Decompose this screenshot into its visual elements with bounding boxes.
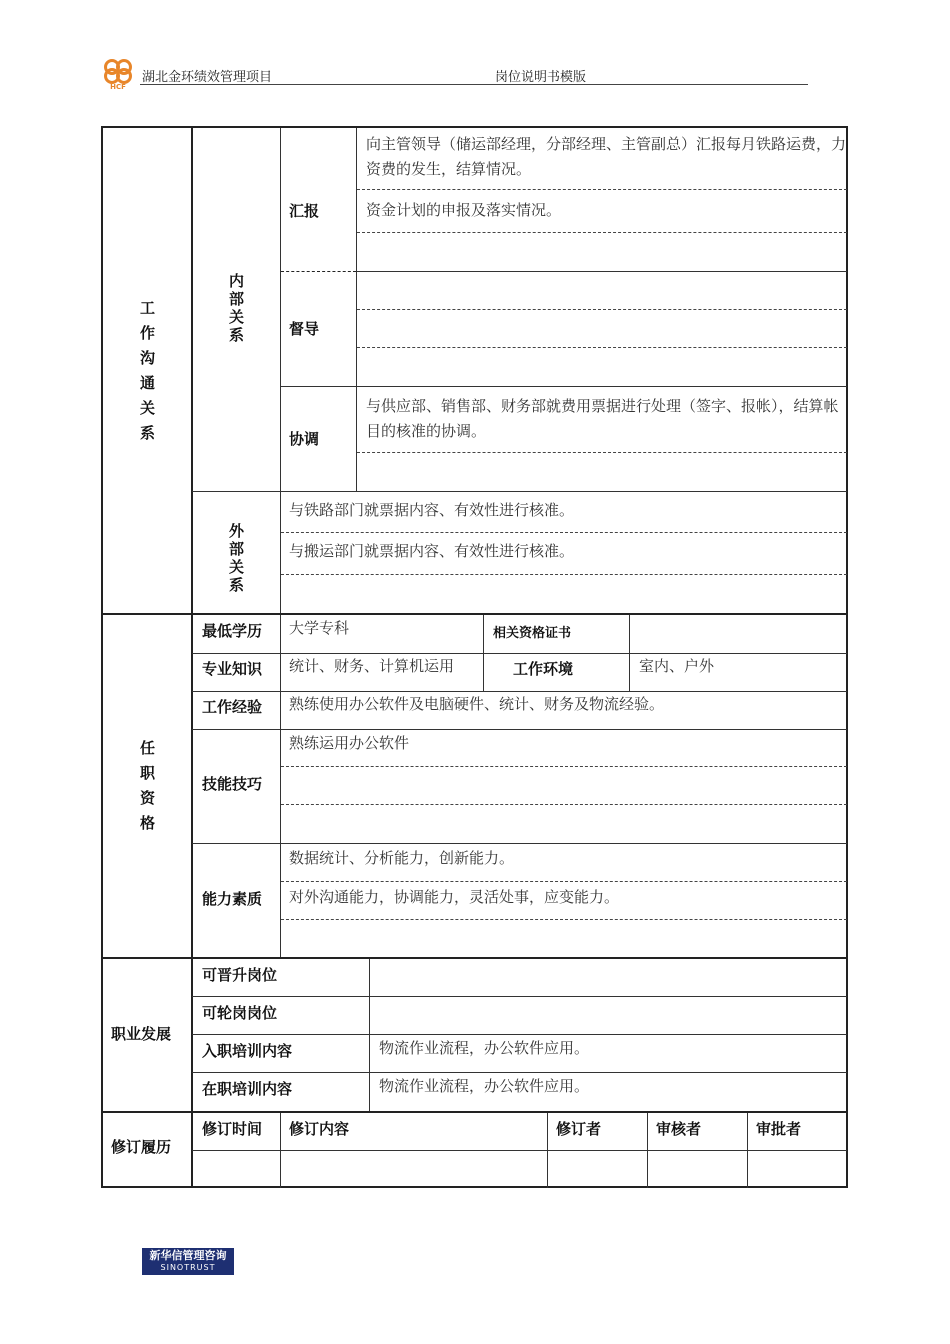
report-item: 向主管领导（储运部经理，分部经理、主管副总）汇报每月铁路运费，力资费的发生，结算情况。	[366, 135, 847, 178]
label-char: 部	[228, 290, 244, 308]
row-divider	[192, 996, 847, 997]
dashed-rule	[357, 347, 847, 348]
coordinate-item: 与供应部、销售部、财务部就费用票据进行处理（签字、报帐），结算帐目的核准的协调。	[366, 397, 839, 440]
education-label: 最低学历	[202, 622, 263, 640]
company-logo	[100, 56, 136, 90]
supervise-label: 督导	[289, 320, 320, 338]
title-char: 作	[139, 324, 155, 342]
dashed-rule	[281, 881, 847, 882]
revision-col-content: 修订内容	[289, 1120, 350, 1138]
col-divider	[280, 491, 281, 614]
label-char: 关	[228, 308, 244, 326]
row-divider	[192, 843, 847, 844]
col-divider	[629, 653, 630, 691]
row-divider	[192, 1150, 847, 1151]
dashed-rule	[357, 232, 847, 233]
education-value: 大学专科	[289, 619, 350, 637]
consultant-logo-name: 新华信管理咨询	[149, 1249, 227, 1262]
label-char: 关	[228, 558, 244, 576]
external-relations-label	[193, 520, 280, 596]
section-divider	[103, 957, 847, 959]
dashed-rule	[357, 452, 847, 453]
section-title-qualification	[103, 615, 192, 957]
rotate-label: 可轮岗岗位	[202, 1004, 278, 1022]
knowledge-label: 专业知识	[202, 660, 263, 678]
row-divider	[192, 729, 847, 730]
title-char: 系	[139, 424, 155, 442]
title-char: 通	[139, 374, 155, 392]
logo-text: HCF	[110, 83, 126, 90]
induction-label: 入职培训内容	[202, 1042, 293, 1060]
consultant-logo	[142, 1248, 234, 1275]
job-description-table	[101, 126, 848, 1188]
title-char: 沟	[139, 349, 155, 367]
section-divider	[103, 613, 847, 615]
revision-col-time: 修订时间	[202, 1120, 263, 1138]
experience-label: 工作经验	[202, 698, 263, 716]
promote-label: 可晋升岗位	[202, 966, 278, 984]
knowledge-value: 统计、财务、计算机运用	[289, 657, 455, 675]
revision-col-approver: 审批者	[756, 1120, 802, 1138]
title-char: 关	[139, 399, 155, 417]
col-divider	[629, 615, 630, 653]
section-title-career: 职业发展	[111, 1025, 172, 1043]
header-rule	[140, 84, 808, 85]
dashed-rule	[281, 804, 847, 805]
row-divider	[192, 491, 847, 492]
row-divider	[281, 386, 847, 387]
section-title-revision: 修订履历	[111, 1138, 172, 1156]
environment-value: 室内、户外	[639, 657, 715, 675]
ability-item: 数据统计、分析能力，创新能力。	[289, 849, 515, 867]
dashed-rule	[281, 766, 847, 767]
dashed-rule	[281, 532, 847, 533]
section-title-communication	[103, 128, 192, 614]
revision-col-reviewer: 审核者	[656, 1120, 702, 1138]
external-item: 与搬运部门就票据内容、有效性进行核准。	[289, 542, 575, 560]
col-divider	[280, 615, 281, 957]
environment-label: 工作环境	[513, 660, 574, 678]
label-char: 部	[228, 540, 244, 558]
col-divider	[483, 615, 484, 653]
title-char: 格	[139, 814, 155, 832]
label-char: 系	[228, 576, 244, 594]
ability-label: 能力素质	[202, 890, 263, 908]
title-char: 资	[139, 789, 155, 807]
label-char: 外	[228, 522, 244, 540]
title-char: 职	[139, 764, 155, 782]
internal-relations-label	[193, 258, 280, 358]
coordinate-label: 协调	[289, 430, 320, 448]
onjob-value: 物流作业流程，办公软件应用。	[379, 1077, 590, 1095]
project-name: 湖北金环绩效管理项目	[142, 70, 273, 85]
report-label: 汇报	[289, 202, 320, 220]
skills-item: 熟练运用办公软件	[289, 734, 410, 752]
dashed-rule	[281, 919, 847, 920]
dashed-rule	[357, 189, 847, 190]
title-char: 任	[139, 739, 155, 757]
row-divider	[357, 271, 847, 272]
col-divider	[280, 128, 281, 491]
induction-value: 物流作业流程，办公软件应用。	[379, 1039, 590, 1057]
label-char: 内	[228, 272, 244, 290]
external-item: 与铁路部门就票据内容、有效性进行核准。	[289, 501, 575, 519]
section-divider	[103, 1111, 847, 1113]
ability-item: 对外沟通能力，协调能力，灵活处事，应变能力。	[289, 888, 620, 906]
experience-value: 熟练使用办公软件及电脑硬件、统计、财务及物流经验。	[289, 695, 665, 713]
report-item: 资金计划的申报及落实情况。	[366, 201, 562, 219]
label-char: 系	[228, 326, 244, 344]
row-divider	[192, 1072, 847, 1073]
consultant-logo-brand: SINOTRUST	[160, 1263, 216, 1272]
row-divider	[192, 1034, 847, 1035]
skills-label: 技能技巧	[202, 775, 263, 793]
dashed-rule	[281, 574, 847, 575]
page-header	[100, 52, 808, 90]
title-char: 工	[139, 299, 155, 317]
col-divider	[483, 653, 484, 691]
onjob-label: 在职培训内容	[202, 1080, 293, 1098]
revision-col-reviser: 修订者	[556, 1120, 602, 1138]
document-title: 岗位说明书模版	[495, 70, 587, 85]
dashed-rule	[357, 309, 847, 310]
dashed-rule	[281, 271, 356, 272]
col-divider	[369, 959, 370, 1111]
certificate-label: 相关资格证书	[493, 626, 572, 641]
